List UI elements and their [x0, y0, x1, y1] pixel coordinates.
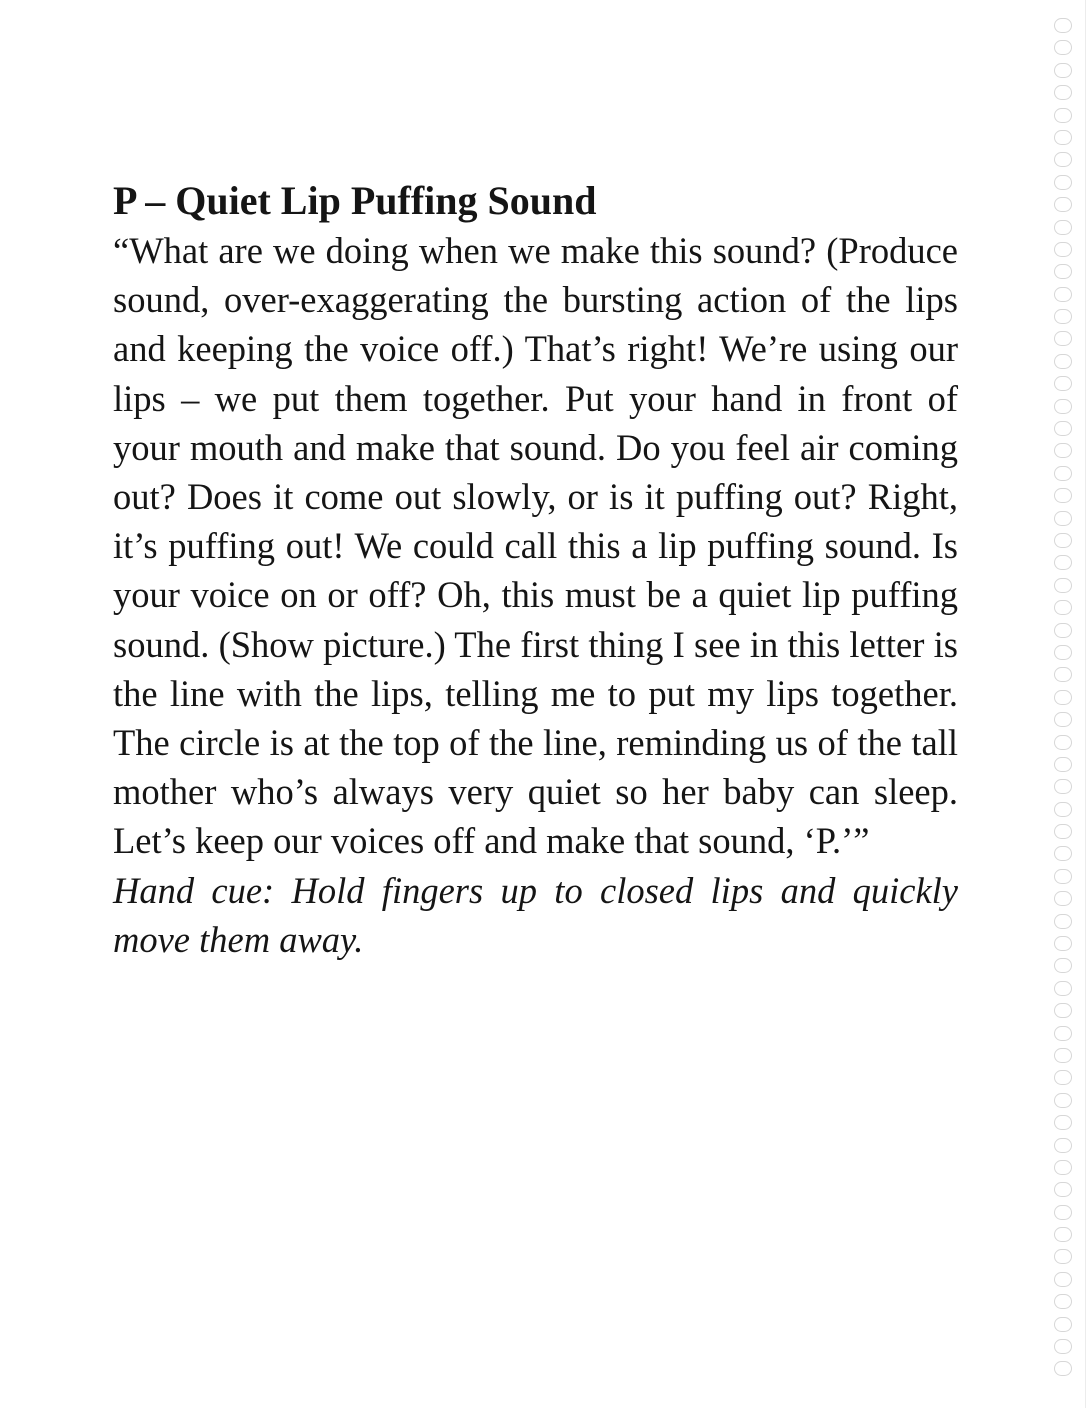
binding-hole	[1054, 264, 1072, 279]
binding-hole	[1054, 1361, 1072, 1376]
binding-hole	[1054, 1182, 1072, 1197]
binding-hole	[1054, 958, 1072, 973]
binding-hole	[1054, 824, 1072, 839]
section-heading: P – Quiet Lip Puffing Sound	[113, 178, 597, 223]
binding-hole	[1054, 1227, 1072, 1242]
binding-hole	[1054, 667, 1072, 682]
binding-hole	[1054, 802, 1072, 817]
binding-hole	[1054, 981, 1072, 996]
binding-hole	[1054, 1048, 1072, 1063]
binding-hole	[1054, 578, 1072, 593]
binding-hole	[1054, 399, 1072, 414]
binding-hole	[1054, 1026, 1072, 1041]
binding-hole	[1054, 555, 1072, 570]
binding-hole	[1054, 152, 1072, 167]
body-paragraph: “What are we doing when we make this sound? (Produce sound, over-exaggerating the bursting action of the lips and keeping the voice off.) That’s right! We’re using our lips – we put them together. Put your hand in front of your mouth and make that sound. Do you feel air coming out? Does it come out slowly, or is it puffing out? Right, it’s puffing out! We could call this a lip puffing sound. Is your voice on or off? Oh, this must be a quiet lip puffing sound. (Show picture.) The first thing I see in this letter is the line with the lips, telling me to put my lips together. The circle is at the top of the line, reminding us of the tall mother who’s always very quiet so her baby can sleep. Let’s keep our voices off and make that sound, ‘P.’”	[113, 230, 958, 862]
binding-hole	[1054, 757, 1072, 772]
binding-hole	[1054, 846, 1072, 861]
binding-hole	[1054, 1317, 1072, 1332]
binding-hole	[1054, 891, 1072, 906]
binding-hole	[1054, 1294, 1072, 1309]
binding-hole	[1054, 1160, 1072, 1175]
binding-hole	[1054, 779, 1072, 794]
binding-hole	[1054, 376, 1072, 391]
binding-hole	[1054, 130, 1072, 145]
document-content	[113, 176, 958, 964]
hand-cue-note: Hand cue: Hold fingers up to closed lips and quickly move them away.	[113, 869, 958, 960]
binding-hole	[1054, 197, 1072, 212]
binding-hole	[1054, 533, 1072, 548]
binding-hole	[1054, 331, 1072, 346]
binding-hole	[1054, 242, 1072, 257]
binding-hole	[1054, 85, 1072, 100]
binding-hole	[1054, 690, 1072, 705]
binding-hole	[1054, 309, 1072, 324]
binding-hole	[1054, 914, 1072, 929]
binding-hole	[1054, 108, 1072, 123]
binding-hole	[1054, 1249, 1072, 1264]
binding-hole	[1054, 1205, 1072, 1220]
binding-hole	[1054, 40, 1072, 55]
binding-hole	[1054, 466, 1072, 481]
binding-hole	[1054, 1115, 1072, 1130]
binding-hole	[1054, 1003, 1072, 1018]
binding-hole	[1054, 1339, 1072, 1354]
binding-hole	[1054, 869, 1072, 884]
binding-hole	[1054, 623, 1072, 638]
binding-hole	[1054, 488, 1072, 503]
binding-hole	[1054, 645, 1072, 660]
spiral-binding	[1038, 18, 1088, 1408]
binding-hole	[1054, 287, 1072, 302]
binding-hole	[1054, 511, 1072, 526]
binding-hole	[1054, 1070, 1072, 1085]
binding-hole	[1054, 936, 1072, 951]
binding-hole	[1054, 443, 1072, 458]
binding-hole	[1054, 712, 1072, 727]
binding-hole	[1054, 354, 1072, 369]
binding-hole	[1054, 1093, 1072, 1108]
binding-hole	[1054, 735, 1072, 750]
binding-hole	[1054, 175, 1072, 190]
binding-hole	[1054, 63, 1072, 78]
binding-hole	[1054, 1138, 1072, 1153]
binding-hole	[1054, 600, 1072, 615]
binding-hole	[1054, 1272, 1072, 1287]
binding-hole	[1054, 421, 1072, 436]
binding-hole	[1054, 18, 1072, 33]
binding-hole	[1054, 220, 1072, 235]
